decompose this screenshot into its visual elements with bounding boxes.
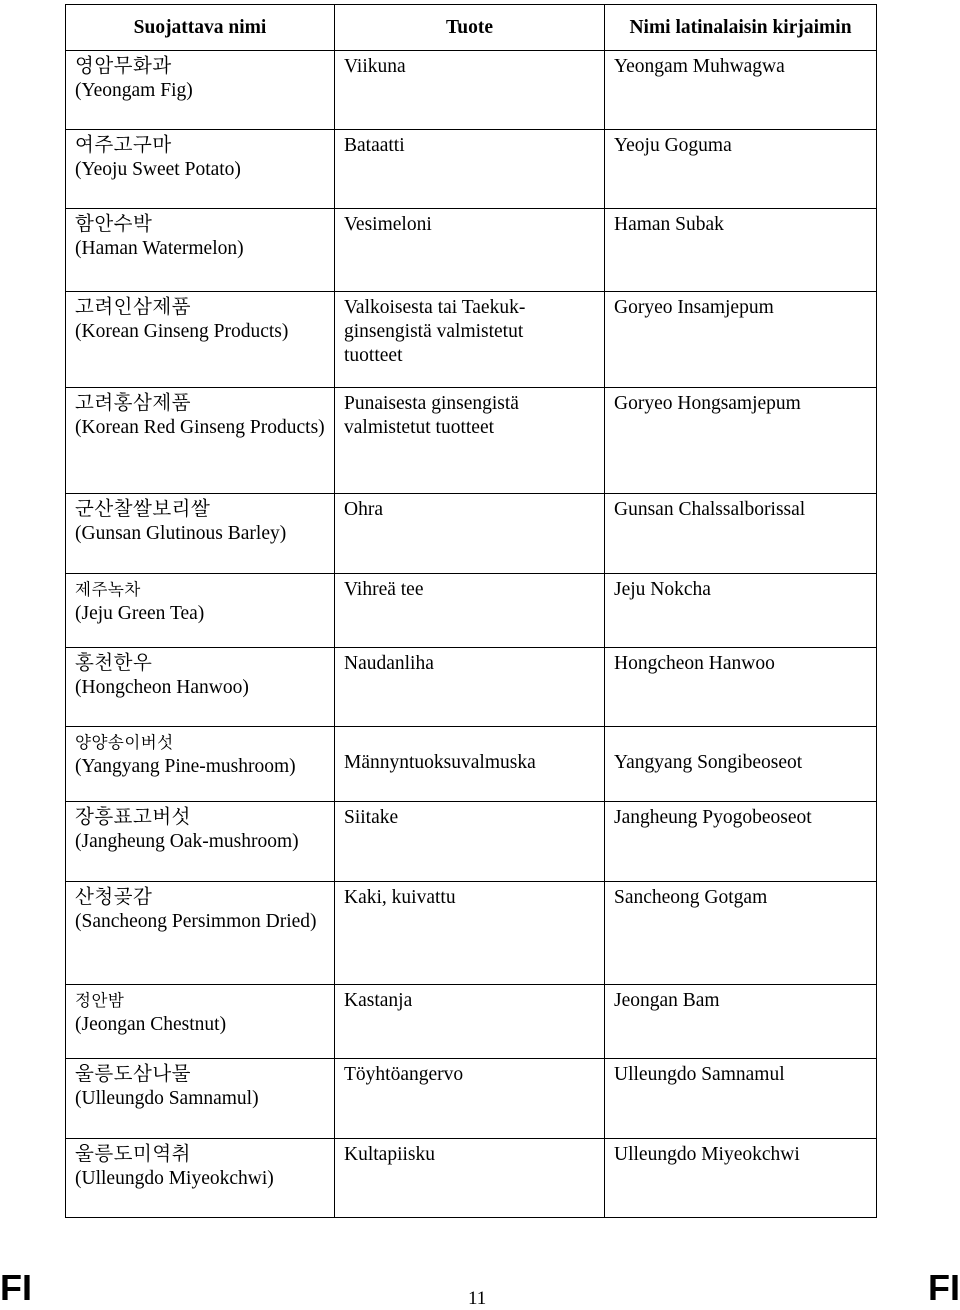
product-line: tuotteet bbox=[344, 345, 403, 366]
product-line: Punaisesta ginsengistä bbox=[344, 393, 519, 414]
protected-name-cell bbox=[66, 292, 335, 388]
english-name: (Yeoju Sweet Potato) bbox=[75, 159, 241, 180]
english-name: (Hongcheon Hanwoo) bbox=[75, 677, 249, 698]
product-line: Kultapiisku bbox=[344, 1144, 435, 1165]
header-protected-name: Suojattava nimi bbox=[66, 5, 335, 51]
product-cell bbox=[335, 494, 605, 574]
product-cell bbox=[335, 1139, 605, 1218]
protected-name-cell bbox=[66, 1139, 335, 1218]
product-line: Naudanliha bbox=[344, 653, 434, 674]
korean-name: 홍천한우 bbox=[75, 653, 153, 674]
page-number: 11 bbox=[468, 1288, 487, 1309]
table-row bbox=[66, 802, 877, 882]
product-cell bbox=[335, 209, 605, 292]
latin-name-cell: Gunsan Chalssalborissal bbox=[605, 494, 877, 574]
latin-name-cell: Haman Subak bbox=[605, 209, 877, 292]
table-row bbox=[66, 1059, 877, 1139]
table-row bbox=[66, 648, 877, 727]
table-row bbox=[66, 130, 877, 209]
product-cell bbox=[335, 802, 605, 882]
korean-name: 고려인삼제품 bbox=[75, 297, 192, 318]
product-cell bbox=[335, 985, 605, 1059]
korean-name: 울릉도삼나물 bbox=[75, 1064, 192, 1085]
product-cell bbox=[335, 1059, 605, 1139]
latin-name-cell: Yangyang Songibeoseot bbox=[605, 727, 877, 802]
english-name: (Jeju Green Tea) bbox=[75, 603, 205, 624]
english-name: (Ulleungdo Samnamul) bbox=[75, 1088, 259, 1109]
english-name: (Gunsan Glutinous Barley) bbox=[75, 523, 287, 544]
protected-name-cell bbox=[66, 574, 335, 648]
geographical-indications-table bbox=[65, 4, 877, 1218]
protected-name-cell bbox=[66, 130, 335, 209]
korean-name: 군산찰쌀보리쌀 bbox=[75, 499, 211, 520]
korean-name: 양양송이버섯 bbox=[75, 733, 174, 752]
english-name: (Jeongan Chestnut) bbox=[75, 1014, 227, 1035]
product-line: valmistetut tuotteet bbox=[344, 417, 495, 438]
product-cell bbox=[335, 292, 605, 388]
protected-name-cell bbox=[66, 727, 335, 802]
product-line: Männyntuoksuvalmuska bbox=[344, 752, 536, 773]
korean-name: 울릉도미역취 bbox=[75, 1144, 192, 1165]
korean-name: 여주고구마 bbox=[75, 135, 172, 156]
english-name: (Ulleungdo Miyeokchwi) bbox=[75, 1168, 274, 1189]
product-line: Vihreä tee bbox=[344, 579, 424, 600]
table-row bbox=[66, 388, 877, 494]
english-name: (Jangheung Oak-mushroom) bbox=[75, 831, 299, 852]
protected-name-cell bbox=[66, 648, 335, 727]
product-line: Vesimeloni bbox=[344, 214, 432, 235]
product-cell bbox=[335, 574, 605, 648]
table-header-row bbox=[66, 5, 877, 51]
latin-name-cell: Jeongan Bam bbox=[605, 985, 877, 1059]
korean-name: 고려홍삼제품 bbox=[75, 393, 192, 414]
language-code-left: FI bbox=[0, 1267, 32, 1308]
english-name: (Haman Watermelon) bbox=[75, 238, 244, 259]
protected-name-cell bbox=[66, 51, 335, 130]
english-name: (Yangyang Pine-mushroom) bbox=[75, 756, 296, 777]
product-line: Valkoisesta tai Taekuk- bbox=[344, 297, 526, 318]
protected-name-cell bbox=[66, 985, 335, 1059]
product-line: ginsengistä valmistetut bbox=[344, 321, 524, 342]
product-line: Siitake bbox=[344, 807, 399, 828]
table-row bbox=[66, 1139, 877, 1218]
product-line: Ohra bbox=[344, 499, 383, 520]
product-cell bbox=[335, 51, 605, 130]
page-footer bbox=[0, 1262, 960, 1310]
table-row bbox=[66, 985, 877, 1059]
header-latin-name: Nimi latinalaisin kirjaimin bbox=[605, 5, 877, 51]
table-row bbox=[66, 209, 877, 292]
latin-name-cell: Yeongam Muhwagwa bbox=[605, 51, 877, 130]
english-name: (Korean Red Ginseng Products) bbox=[75, 417, 325, 438]
latin-name-cell: Jangheung Pyogobeoseot bbox=[605, 802, 877, 882]
latin-name-cell: Goryeo Insamjepum bbox=[605, 292, 877, 388]
latin-name-cell: Sancheong Gotgam bbox=[605, 882, 877, 985]
korean-name: 산청곶감 bbox=[75, 887, 153, 908]
table-row bbox=[66, 882, 877, 985]
header-product: Tuote bbox=[335, 5, 605, 51]
protected-name-cell bbox=[66, 209, 335, 292]
table-row bbox=[66, 292, 877, 388]
protected-name-cell bbox=[66, 882, 335, 985]
english-name: (Sancheong Persimmon Dried) bbox=[75, 911, 317, 932]
table-row bbox=[66, 494, 877, 574]
english-name: (Yeongam Fig) bbox=[75, 80, 193, 101]
table-row bbox=[66, 727, 877, 802]
protected-name-cell bbox=[66, 802, 335, 882]
korean-name: 제주녹차 bbox=[75, 580, 141, 599]
korean-name: 함안수박 bbox=[75, 214, 153, 235]
latin-name-cell: Yeoju Goguma bbox=[605, 130, 877, 209]
korean-name: 장흥표고버섯 bbox=[75, 807, 192, 828]
protected-name-cell bbox=[66, 494, 335, 574]
product-line: Bataatti bbox=[344, 135, 405, 156]
table-row bbox=[66, 574, 877, 648]
product-line: Kaki, kuivattu bbox=[344, 887, 456, 908]
english-name: (Korean Ginseng Products) bbox=[75, 321, 289, 342]
latin-name-cell: Ulleungdo Miyeokchwi bbox=[605, 1139, 877, 1218]
latin-name-cell: Ulleungdo Samnamul bbox=[605, 1059, 877, 1139]
korean-name: 정안밤 bbox=[75, 991, 125, 1010]
product-cell bbox=[335, 648, 605, 727]
product-line: Kastanja bbox=[344, 990, 413, 1011]
protected-name-cell bbox=[66, 1059, 335, 1139]
korean-name: 영암무화과 bbox=[75, 56, 172, 77]
table-row bbox=[66, 51, 877, 130]
product-line: Viikuna bbox=[344, 56, 406, 77]
protected-name-cell bbox=[66, 388, 335, 494]
product-cell bbox=[335, 130, 605, 209]
latin-name-cell: Hongcheon Hanwoo bbox=[605, 648, 877, 727]
product-cell bbox=[335, 882, 605, 985]
product-cell bbox=[335, 727, 605, 802]
product-line: Töyhtöangervo bbox=[344, 1064, 464, 1085]
latin-name-cell: Jeju Nokcha bbox=[605, 574, 877, 648]
product-cell bbox=[335, 388, 605, 494]
language-code-right: FI bbox=[928, 1267, 960, 1308]
latin-name-cell: Goryeo Hongsamjepum bbox=[605, 388, 877, 494]
